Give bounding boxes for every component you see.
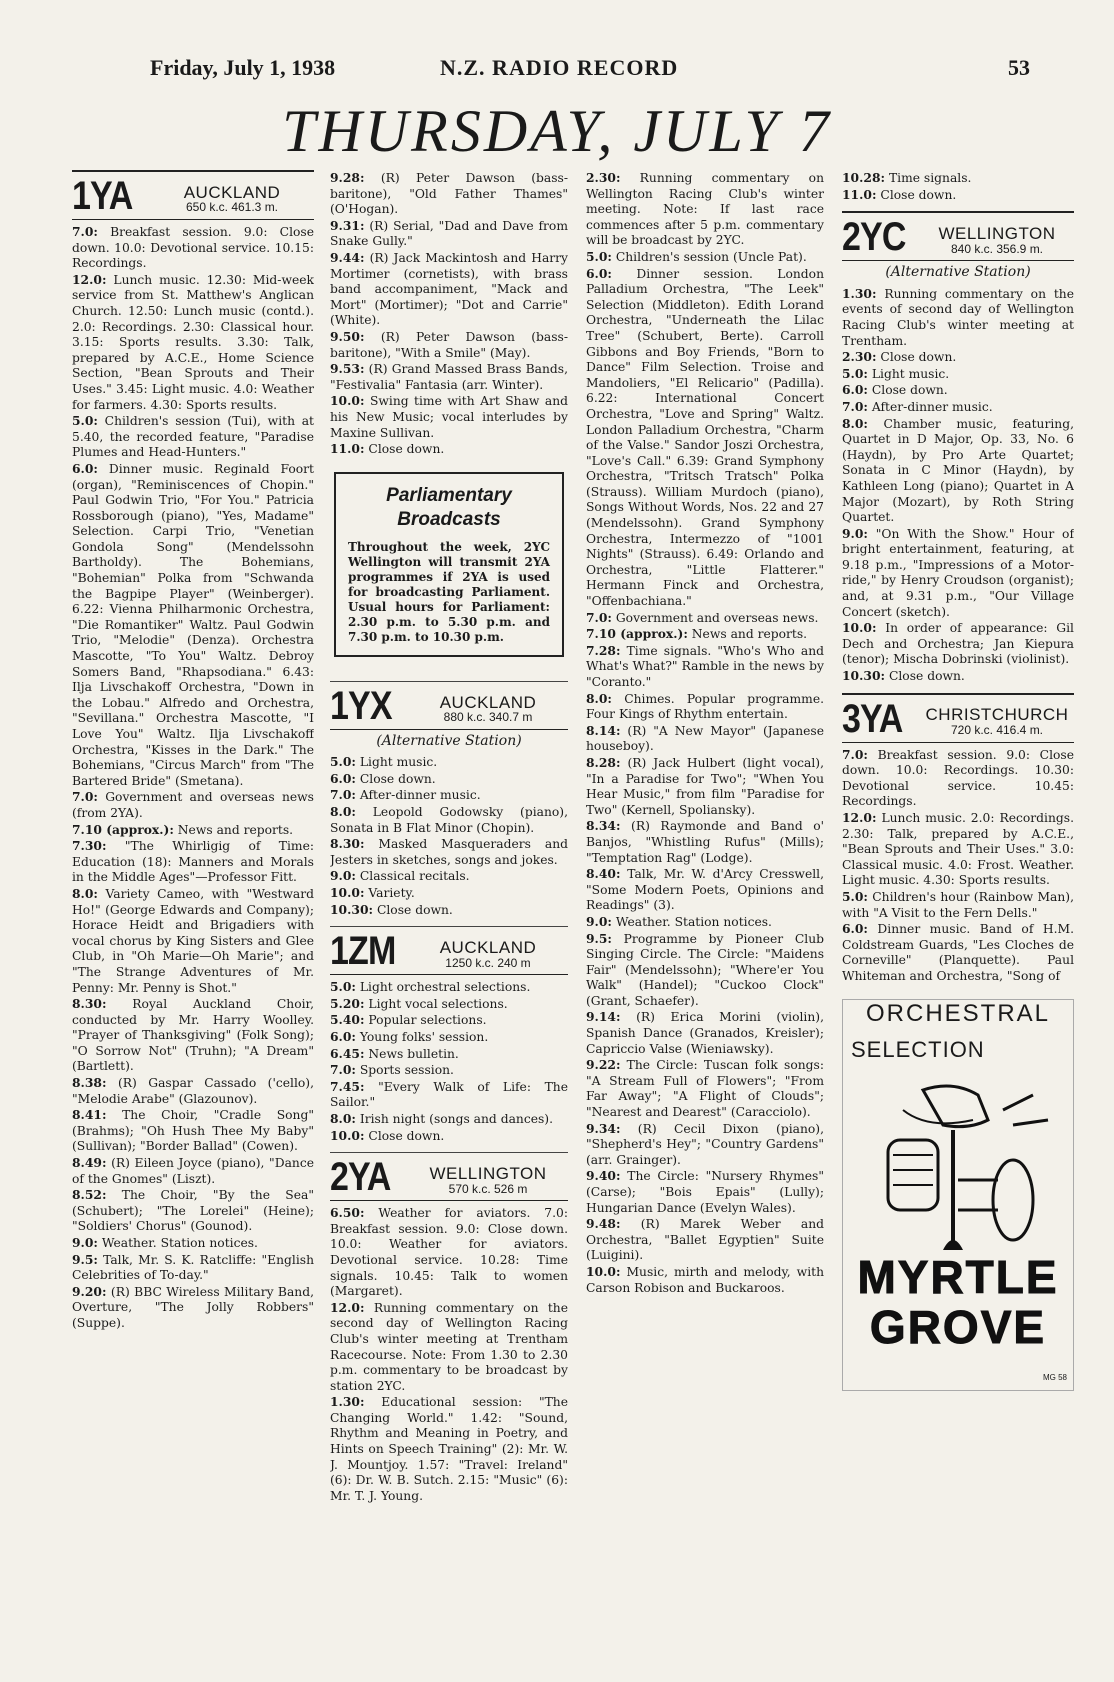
programme-item: 5.0: Children's hour (Rainbow Man), with "A Visit to the Fern Dells." — [842, 888, 1074, 920]
programme-item: 9.50: (R) Peter Dawson (bass-baritone), "With a Smile" (May). — [330, 328, 568, 360]
programme-item: 6.0: Close down. — [330, 770, 436, 786]
programme-item: 6.45: News bulletin. — [330, 1045, 459, 1061]
divider — [842, 693, 1074, 695]
programme-item: 9.20: (R) BBC Wireless Military Band, Overture, "The Jolly Robbers" (Suppe). — [72, 1283, 314, 1330]
programme-list-1ya-cont — [330, 170, 568, 458]
station-info — [408, 1163, 568, 1197]
station-callsign: 2YA — [330, 1155, 391, 1200]
station-city: AUCKLAND — [439, 692, 537, 712]
station-header-2yc — [842, 217, 1074, 261]
programme-item: 7.28: Time signals. "Who's Who and What's What?" Ramble in the news by "Coranto." — [586, 642, 824, 689]
station-frequency: 880 k.c. 340.7 m — [443, 710, 533, 725]
advert-line-2: SELECTION — [851, 1036, 985, 1062]
programme-item: 8.30: Royal Auckland Choir, conducted by Mr. Harry Woolley. "Prayer of Thanksgiving" (Folk Song); "O Sorrow Not" (Truhn); "A Dream" (Bartlett). — [72, 996, 314, 1074]
programme-item: 6.0: Dinner session. London Palladium Orchestra, "The Leek" Selection (Middleton). Edith Lorand Orchestra, "Underneath the Lilac Tree" (Schubert, Berte). Carroll Gibbons and Boy Friends, "Born to Dance" Film Selection. Troise and Mandoliers, "El Relicario" (Padilla). 6.22: International Concert Orchestra, "Love and Spring" Waltz. London Palladium Orchestra, "Charm of the Valse." Sandor Joszi Orchestra, "Love's Call." 6.39: Grand Symphony Orchestra, "Tritsch Tratsch" Polka (Strauss). William Murdoch (piano), Songs Without Words, Nos. 22 and 27 (Mendelssohn). Grand Symphony Orchestra, Intermezzo of "1001 Nights" (Strauss). 6.49: Orlando and Orchestra, "Little Flatterer." Hermann Finck and Orchestra, "Offenbachiana." — [586, 265, 824, 609]
programme-item: 8.30: Masked Masqueraders and Jesters in sketches, songs and jokes. — [330, 836, 568, 867]
programme-item: 10.0: Close down. — [330, 1127, 445, 1143]
programme-item: 9.48: (R) Marek Weber and Orchestra, "Ballet Egyptien" Suite (Luigini). — [586, 1216, 824, 1263]
station-callsign: 2YC — [842, 215, 906, 260]
programme-item: 12.0: Lunch music. 12.30: Mid-week service from St. Matthew's Anglican Church. 12.50: Lunch music (contd.). 2.0: Recordings. 2.30: Classical hour. 3.15: Sports results. 3.30: Talk, prepared by A.C.E., Home Science Section, "Bean Sprouts and Their Uses." 3.45: Light music. 4.0: Weather for farmers. 4.30: Sports results. — [72, 271, 314, 412]
programme-item: 9.31: (R) Serial, "Dad and Dave from Snake Gully." — [330, 217, 568, 249]
programme-item: 1.30: Educational session: "The Changing World." 1.42: "Sound, Rhythm and Meaning in Poetry, and Hints on Speech Training" (2): Mr. W. J. Mountjoy. 1.57: "Travel: Ireland" (6): Dr. W. B. Sutch. 2.15: "Music" (6): Mr. T. J. Young. — [330, 1394, 568, 1503]
programme-item: 10.28: Time signals. — [842, 170, 972, 185]
programme-item: 10.30: Close down. — [330, 901, 453, 917]
programme-item: 9.40: The Circle: "Nursery Rhymes" (Carse); "Bois Epais" (Lully); Hungarian Dance (Evelyn Wales). — [586, 1168, 824, 1215]
station-info — [920, 707, 1074, 738]
programme-item: 9.0: Weather. Station notices. — [72, 1235, 258, 1250]
programme-item: 7.0: Government and overseas news (from 2YA). — [72, 789, 314, 820]
station-info — [920, 226, 1074, 257]
box-body: Throughout the week, 2YC Wellington will transmit 2YA programmes if 2YA is used for broadcasting Parliament. Usual hours for Parliament: 2.30 p.m. to 5.30 p.m. and 7.30 p.m. to 10.30 p.m. — [348, 539, 550, 644]
myrtle-grove-advert — [842, 999, 1074, 1391]
programme-item: 6.0: Dinner music. Band of H.M. Coldstream Guards, "Les Cloches de Corneville" (Planquette). Paul Whiteman and Orchestra, "Song of — [842, 921, 1074, 983]
programme-item: 12.0: Lunch music. 2.0: Recordings. 2.30: Talk, prepared by A.C.E., "Bean Sprouts and Their Uses." 3.0: Classical music. 4.0: Frost. Weather. Light music. 4.30: Sports results. — [842, 810, 1074, 888]
divider — [330, 1152, 568, 1153]
issue-date: Friday, July 1, 1938 — [150, 55, 336, 80]
programme-item: 11.0: Close down. — [842, 186, 957, 202]
advert-line-1: ORCHESTRAL — [865, 999, 1051, 1027]
programme-item: 9.53: (R) Grand Massed Brass Bands, "Festivalia" Fantasia (arr. Winter). — [330, 361, 568, 392]
programme-item: 5.0: Light music. — [842, 365, 950, 381]
station-info — [408, 692, 568, 726]
programme-list-2ya-cont — [586, 170, 824, 1296]
programme-item: 9.22: The Circle: Tuscan folk songs: "A Stream Full of Flowers"; "From Far Away"; "A Flight of Clouds"; "Nearest and Dearest" (Caracciolo). — [586, 1057, 824, 1120]
station-city: AUCKLAND — [183, 182, 281, 202]
programme-item: 5.40: Popular selections. — [330, 1012, 487, 1028]
station-header-1ya — [72, 176, 314, 220]
programme-item: 7.0: Breakfast session. 9.0: Close down. 10.0: Recordings. 10.30: Devotional service. 10.45: Recordings. — [842, 746, 1074, 809]
programme-item: 7.0: After-dinner music. — [330, 787, 481, 803]
station-alternative-label: (Alternative Station) — [885, 264, 1031, 281]
programme-item: 10.30: Close down. — [842, 668, 965, 684]
station-header-1yx — [330, 683, 568, 730]
programme-list-1zm — [330, 979, 568, 1144]
station-city: AUCKLAND — [439, 938, 537, 958]
programme-list-2yc — [842, 286, 1074, 685]
programme-item: 5.0: Light music. — [330, 754, 438, 770]
programme-list-2ya-end — [842, 170, 1074, 203]
station-frequency: 720 k.c. 416.4 m. — [950, 723, 1044, 738]
programme-item: 7.10 (approx.): News and reports. — [586, 626, 808, 642]
programme-item: 8.34: (R) Raymonde and Band o' Banjos, "Whistling Rufus" (Mills); "Temptation Rag" (Lodge). — [586, 818, 824, 865]
programme-item: 10.0: Music, mirth and melody, with Carson Robison and Buckaroos. — [586, 1263, 824, 1295]
divider — [72, 170, 314, 172]
advert-code: MG 58 — [1042, 1372, 1067, 1382]
station-frequency: 1250 k.c. 240 m — [445, 955, 531, 970]
masthead — [150, 55, 1030, 83]
programme-item: 8.40: Talk, Mr. W. d'Arcy Cresswell, "Some Modern Poets, Opinions and Readings" (3). — [586, 866, 824, 913]
programme-item: 9.28: (R) Peter Dawson (bass-baritone), "Old Father Thames" (O'Hogan). — [330, 170, 568, 217]
programme-item: 8.14: (R) "A New Mayor" (Japanese houseboy). — [586, 722, 824, 754]
programme-item: 7.0: Government and overseas news. — [586, 609, 819, 625]
station-header-2ya — [330, 1157, 568, 1201]
programme-item: 11.0: Close down. — [330, 441, 445, 457]
programme-item: 8.0: Irish night (songs and dances). — [330, 1110, 554, 1126]
column-1 — [72, 170, 314, 1670]
programme-item: 8.0: Chimes. Popular programme. Four Kings of Rhythm entertain. — [586, 690, 824, 722]
column-2 — [330, 170, 568, 1670]
programme-item: 1.30: Running commentary on the events of second day of Wellington Racing Club's winter meeting at Trentham. — [842, 285, 1074, 348]
column-3 — [586, 170, 824, 1670]
programme-item: 9.0: "On With the Show." Hour of bright entertainment, featuring, at 9.18 p.m., "Impressions of a Motor-ride," by Henry Croudson (organist); and, at 9.31 p.m., "Our Village Concert (sketch). — [842, 525, 1074, 619]
programme-item: 9.34: (R) Cecil Dixon (piano), "Shepherd's Hey"; "Country Gardens" (arr. Grainger). — [586, 1120, 824, 1167]
programme-item: 10.0: Variety. — [330, 885, 415, 901]
station-city: CHRISTCHURCH — [925, 705, 1069, 725]
divider — [330, 681, 568, 682]
programme-item: 6.0: Close down. — [842, 382, 948, 398]
programme-item: 7.0: Sports session. — [330, 1062, 454, 1078]
advert-brand-line-1: MYRTLE — [857, 1250, 1059, 1303]
station-callsign: 1YX — [330, 683, 392, 728]
programme-item: 5.20: Light vocal selections. — [330, 995, 508, 1011]
programme-item: 7.0: After-dinner music. — [842, 398, 993, 414]
station-city: WELLINGTON — [938, 224, 1056, 243]
programme-item: 9.44: (R) Jack Mackintosh and Harry Mortimer (cornetists), with brass band accompaniment, "Mack and Mort" (Mortimer); "Dot and Carrie" (White). — [330, 249, 568, 328]
station-frequency: 570 k.c. 526 m — [448, 1181, 528, 1196]
box-title: Parliamentary Broadcasts — [386, 484, 512, 530]
trumpet-hand-illustration — [863, 1070, 1053, 1270]
programme-item: 9.0: Classical recitals. — [330, 868, 470, 884]
programme-item: 12.0: Running commentary on the second day of Wellington Racing Club's winter meeting at Trentham Racecourse. Note: From 1.30 to 2.30 p.m. commentary to be broadcast by station 2YC. — [330, 1299, 568, 1393]
programme-list-1yx — [330, 754, 568, 918]
station-callsign: 1YA — [72, 174, 133, 218]
station-alternative-label: (Alternative Station) — [376, 732, 522, 749]
programme-item: 8.49: (R) Eileen Joyce (piano), "Dance of the Gnomes" (Liszt). — [72, 1155, 314, 1186]
programme-item: 6.50: Weather for aviators. 7.0: Breakfast session. 9.0: Close down. 10.0: Weather for aviators. Devotional service. 10.28: Time signals. 10.45: Talk to women (Margaret). — [330, 1205, 568, 1299]
programme-item: 8.38: (R) Gaspar Cassado ('cello), "Melodie Arabe" (Glazounov). — [72, 1075, 314, 1106]
programme-item: 8.28: (R) Jack Hulbert (light vocal), "In a Paradise for Two"; "When You Hear Music," from film "Paradise for Two" (Kernell, Spoliansky). — [586, 754, 824, 817]
programme-item: 7.10 (approx.): News and reports. — [72, 821, 294, 837]
programme-item: 2.30: Running commentary on Wellington Racing Club's winter meeting. Note: If last race commences after 5 p.m. commentary will be broadcast by 2YC. — [586, 170, 824, 248]
programme-item: 9.14: (R) Erica Morini (violin), Spanish Dance (Granados, Kreisler); Capriccio Valse (Wieniawsky). — [586, 1009, 824, 1056]
page-headline: THURSDAY, JULY 7 — [282, 98, 832, 164]
column-4 — [842, 170, 1074, 1670]
advert-brand-line-2: GROVE — [869, 1300, 1047, 1353]
programme-item: 7.45: "Every Walk of Life: The Sailor." — [330, 1078, 568, 1110]
page-number: 53 — [1008, 55, 1030, 80]
programme-item: 10.0: Swing time with Art Shaw and his New Music; vocal interludes by Maxine Sullivan. — [330, 393, 568, 440]
station-header-1zm — [330, 931, 568, 975]
divider — [330, 926, 568, 927]
programme-item: 7.0: Breakfast session. 9.0: Close down. 10.0: Devotional service. 10.15: Recordings. — [72, 224, 314, 271]
programme-item: 5.0: Children's session (Tui), with at 5.40, the recorded feature, "Paradise Plumes and Head-Hunters." — [72, 413, 314, 460]
programme-item: 8.0: Variety Cameo, with "Westward Ho!" (George Edwards and Company); Horace Heidt and Brigadiers with vocal chorus by King Sisters and Glee Club, in "Oh Marie—Oh Marie"; and "The Strange Adventures of Mr. Penny: Mr. Penny is Shot." — [72, 885, 314, 995]
programme-list-2ya — [330, 1205, 568, 1504]
programme-item: 7.30: "The Whirligig of Time: Education (18): Manners and Morals in the Middle Ages"—Professor Fitt. — [72, 838, 314, 885]
programme-list-1ya — [72, 224, 314, 1332]
programme-item: 6.0: Young folks' session. — [330, 1029, 489, 1044]
programme-item: 5.0: Light orchestral selections. — [330, 979, 531, 995]
programme-item: 9.0: Weather. Station notices. — [586, 913, 772, 929]
divider — [842, 211, 1074, 213]
programme-item: 8.41: The Choir, "Cradle Song" (Brahms); "Oh Hush Thee My Baby" (Sullivan); "Border Ballad" (Cowen). — [72, 1107, 314, 1154]
publication-name: N.Z. RADIO RECORD — [440, 55, 679, 80]
programme-item: 2.30: Close down. — [842, 349, 957, 365]
programme-item: 8.0: Leopold Godowsky (piano), Sonata in B Flat Minor (Chopin). — [330, 804, 568, 835]
station-callsign: 3YA — [842, 696, 903, 741]
programme-item: 9.5: Talk, Mr. S. K. Ratcliffe: "English Celebrities of To-day." — [72, 1251, 314, 1283]
programme-item: 10.0: In order of appearance: Gil Dech and Orchestra; Jan Kiepura (tenor); Mischa Dobrinski (violinist). — [842, 620, 1074, 667]
programme-item: 5.0: Children's session (Uncle Pat). — [586, 248, 807, 264]
station-header-3ya — [842, 696, 1074, 743]
programme-item: 8.52: The Choir, "By the Sea" (Schubert); "The Lorelei" (Heine); "Soldiers' Chorus" (Gounod). — [72, 1187, 314, 1234]
station-frequency: 840 k.c. 356.9 m. — [950, 241, 1044, 256]
programme-item: 8.0: Chamber music, featuring, Quartet in D Major, Op. 33, No. 6 (Haydn), by Pro Arte Quartet; Sonata in C Minor (Haydn), by Kathleen Long (piano); Quartet in A Major (Mozart), by Roth String Quartet. — [842, 415, 1074, 525]
programme-item: 9.5: Programme by Pioneer Club Singing Circle. The Circle: "Maidens Fair" (Mendelssohn); "Where'er You Walk" (Handel); "Cuckoo Clock" (Grant, Schaefer). — [586, 930, 824, 1008]
station-info — [408, 940, 568, 971]
station-city: WELLINGTON — [429, 1163, 547, 1183]
programme-list-3ya — [842, 747, 1074, 985]
station-callsign: 1ZM — [330, 929, 396, 974]
parliamentary-broadcasts-box — [334, 472, 564, 657]
station-info — [150, 182, 314, 216]
programme-item: 6.0: Dinner music. Reginald Foort (organ), "Reminiscences of Chopin." Paul Godwin Trio, "For You." Patricia Rossborough (piano), "Yes, Madame" Selection. Carpi Trio, "Venetian Gondola Song" (Mendelssohn Bartholdy). The Bohemians, "Bohemian" Polka from "Schwanda the Bagpipe Player" (Weinberger). 6.22: Vienna Philharmonic Orchestra, "Die Romantiker" Waltz. Paul Godwin Trio, "Melodie" (Denza). Orchestra Mascotte, "To You" Waltz. Debroy Somers Band, "Rhapsodiana." 6.43: Ilja Livschakoff Orchestra, "Down in the Lobau." Alfredo and Orchestra, "Sevillana." Orchestra Mascotte, "I Love You" Waltz. Ilja Livschakoff Orchestra, "Kisses in the Dark." The Bohemians, "Circus March" from "The Bartered Bride" (Smetana). — [72, 460, 314, 788]
station-frequency: 650 k.c. 461.3 m. — [185, 200, 279, 215]
